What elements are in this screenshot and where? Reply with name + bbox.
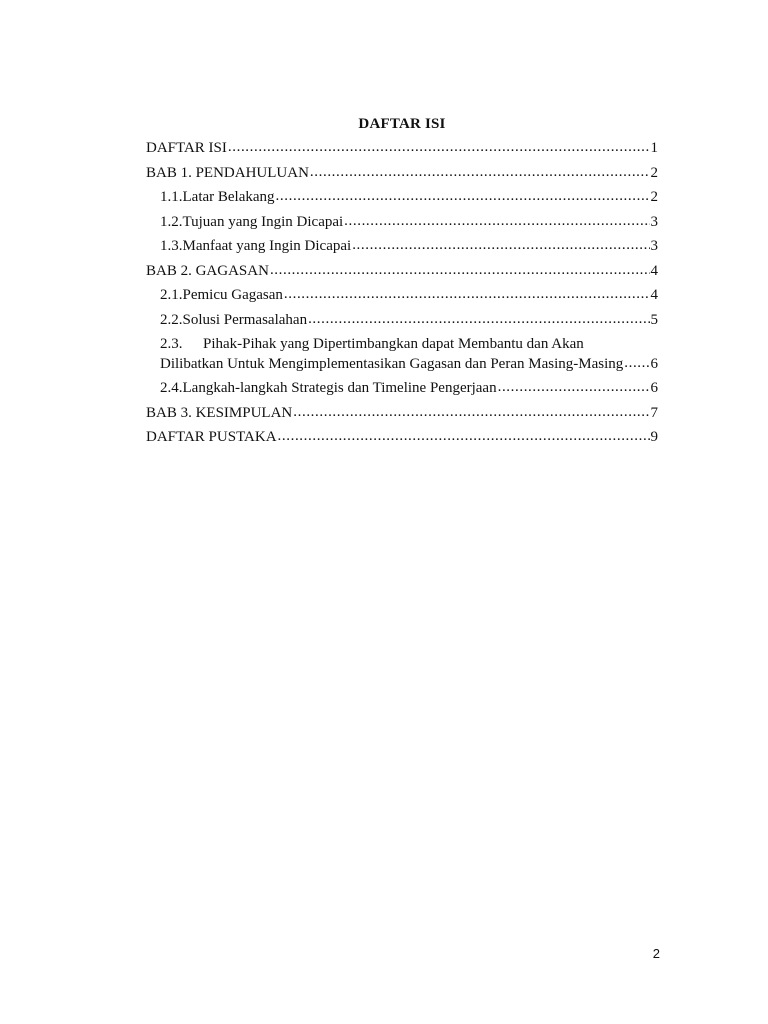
toc-entry-label-continued: Dilibatkan Untuk Mengimplementasikan Gagasan dan Peran Masing-Masing: [160, 356, 624, 372]
toc-entry: [146, 259, 658, 284]
toc-subentry: [146, 210, 658, 235]
toc-entry-line1: [160, 332, 658, 352]
toc-entry-page: 3: [650, 238, 658, 254]
toc-entry-label: Latar Belakang: [182, 189, 275, 205]
toc-entry-page: 6: [650, 356, 658, 372]
table-of-contents: [146, 112, 658, 450]
toc-entry-label: Solusi Permasalahan: [182, 311, 308, 328]
toc-entry-label: Tujuan yang Ingin Dicapai: [182, 213, 344, 230]
dot-leader: [344, 209, 649, 233]
toc-entry-page: 9: [650, 429, 658, 445]
dot-leader: [278, 424, 650, 448]
dot-leader: [624, 351, 649, 375]
toc-entry-page: 4: [650, 287, 658, 303]
toc-entry-number: 2.2.: [160, 311, 183, 328]
toc-entry-page: 6: [650, 380, 658, 396]
toc-entry-page: 3: [650, 213, 658, 230]
toc-entry: [146, 136, 658, 161]
toc-entry-label: BAB 3. KESIMPULAN: [146, 404, 293, 421]
toc-subentry: [146, 234, 658, 259]
dot-leader: [276, 184, 650, 208]
toc-subentry-multiline: [146, 332, 658, 376]
dot-leader: [228, 135, 650, 159]
dot-leader: [308, 307, 649, 331]
toc-subentry: [146, 376, 658, 401]
toc-entry-label: DAFTAR PUSTAKA: [146, 429, 277, 445]
toc-entry-label: Pihak-Pihak yang Dipertimbangkan dapat Membantu dan Akan: [203, 336, 584, 352]
toc-entry-line2: [160, 352, 658, 376]
dot-leader: [293, 400, 649, 424]
toc-entry-number: 2.1.: [160, 287, 183, 303]
toc-entry-label: BAB 2. GAGASAN: [146, 262, 269, 279]
toc-entry-label: Manfaat yang Ingin Dicapai: [182, 238, 352, 254]
toc-entry-number: 1.3.: [160, 238, 183, 254]
toc-entry-label: Langkah-langkah Strategis dan Timeline Pengerjaan: [182, 380, 497, 396]
toc-entry-label: DAFTAR ISI: [146, 140, 227, 156]
toc-entry-page: 5: [650, 311, 658, 328]
dot-leader: [352, 233, 649, 257]
toc-entry-number: 1.1.: [160, 189, 183, 205]
toc-entry: [146, 161, 658, 186]
toc-entry-page: 4: [650, 262, 658, 279]
toc-entry-page: 7: [650, 404, 658, 421]
dot-leader: [270, 258, 650, 282]
toc-entry-number: 1.2.: [160, 213, 183, 230]
toc-entry: [146, 401, 658, 426]
toc-subentry: [146, 283, 658, 308]
toc-entry-label: BAB 1. PENDAHULUAN: [146, 164, 309, 181]
dot-leader: [498, 375, 650, 399]
dot-leader: [284, 282, 650, 306]
toc-title: DAFTAR ISI: [358, 116, 446, 132]
toc-entry-page: 2: [650, 189, 658, 205]
dot-leader: [310, 160, 650, 184]
toc-entry-page: 2: [650, 164, 658, 181]
toc-entry: [146, 425, 658, 450]
toc-entry-number: 2.3.: [160, 336, 183, 352]
page-number: 2: [652, 946, 660, 961]
toc-entry-label: Pemicu Gagasan: [182, 287, 283, 303]
toc-subentry: [146, 185, 658, 210]
toc-entry-page: 1: [650, 140, 658, 156]
toc-entry-number: 2.4.: [160, 380, 183, 396]
toc-subentry: [146, 308, 658, 333]
